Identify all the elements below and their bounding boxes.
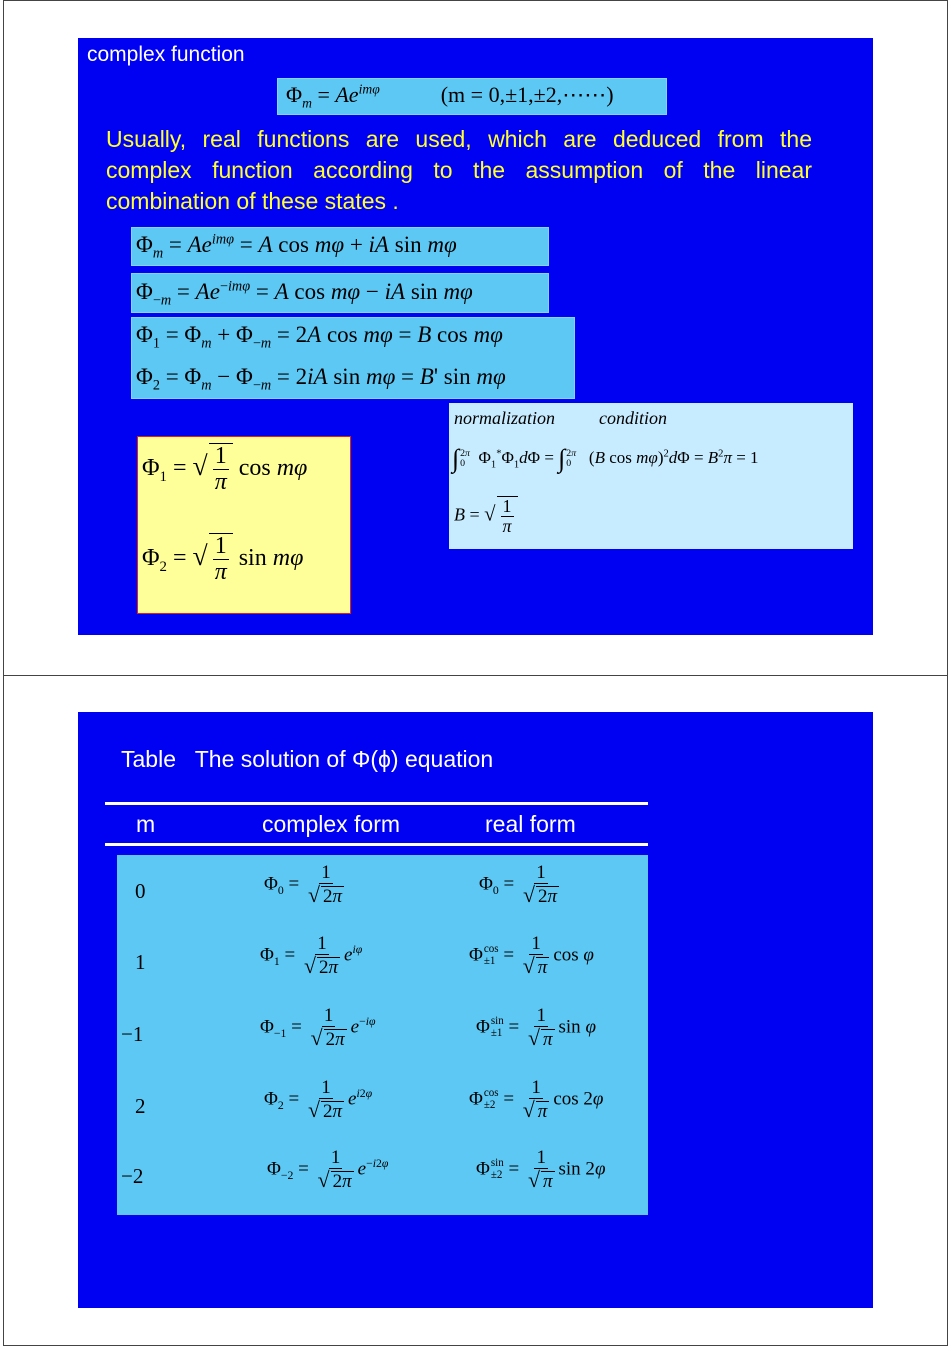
normalization-integral: ∫ 2π 0 $\Phi_1^*\Phi_1d\Phi$ = ∫ 2π 0 (B $\cos m\varphi)^2d\Phi = B^2\pi = 1$	[452, 444, 759, 473]
row-0-complex: $\Phi_0$ = $\frac{1}{√ 2\pi}$	[264, 862, 343, 907]
col-header-real: real form	[485, 811, 576, 837]
row-0-m: 0	[135, 879, 146, 903]
row-neg2-complex: $\Phi_{-2}$ = $\frac{1}{√ 2\pi}$ $e^{-i2\varphi}$	[267, 1147, 389, 1192]
row-neg1-real: Φ sin ±1 = $\frac{1}{√ \pi}$ sin φ	[476, 1005, 596, 1050]
result-box	[137, 436, 351, 614]
slide-heading: complex function	[87, 43, 245, 66]
complex-function-equation	[277, 78, 667, 115]
eq-phi-1-combination: $\Phi_1 = \Phi_m + \Phi_{-m} = 2A$ cos mφ = B cos mφ	[136, 322, 503, 352]
col-header-m: m	[136, 811, 156, 837]
row-neg1-complex: $\Phi_{-1}$ = $\frac{1}{√ 2\pi}$ $e^{-i\varphi}$	[260, 1005, 376, 1050]
solution-table-body	[117, 855, 648, 1215]
row-neg1-m: −1	[121, 1022, 144, 1046]
table-rule-top	[105, 802, 648, 805]
normalization-B: B = √ $\frac{1}{\pi}$	[454, 496, 518, 536]
row-0-real: $\Phi_0$ = $\frac{1}{√ 2\pi}$	[479, 862, 558, 907]
eq-phi-m-box	[131, 227, 549, 266]
row-1-m: 1	[135, 950, 146, 974]
row-2-complex: $\Phi_2$ = $\frac{1}{√ 2\pi}$ $e^{i2\varphi}$	[264, 1077, 373, 1122]
eq-phi-m: $\Phi_m = Ae^{im\varphi} = A$ cos mφ + iA sin mφ	[136, 231, 457, 262]
row-1-complex: $\Phi_1$ = $\frac{1}{√ 2\pi}$ $e^{i\varphi}$	[260, 933, 363, 978]
eq-complex-range: (m = 0,±1,±2,⋯⋯)	[440, 82, 614, 107]
table-rule-header	[105, 843, 648, 846]
normalization-box	[449, 403, 853, 549]
slide-2	[78, 712, 873, 1308]
col-header-complex: complex form	[262, 811, 401, 837]
row-neg2-real: Φ sin ±2 = $\frac{1}{√ \pi}$ sin 2φ	[476, 1147, 606, 1192]
normalization-title: normalization condition	[454, 408, 668, 428]
row-neg2-m: −2	[121, 1164, 144, 1188]
result-phi-1: $\Phi_1$ = √ $\frac{1}{\pi}$ cos mφ	[142, 443, 308, 496]
row-1-real: Φ cos ±1 = $\frac{1}{√ \pi}$ cos φ	[469, 933, 594, 978]
eq-phi-2-combination: $\Phi_2 = \Phi_m - \Phi_{-m} = 2iA$ sin mφ = B' sin mφ	[136, 364, 506, 394]
eq-phi-neg-m: $\Phi_{-m} = Ae^{-im\varphi} = A$ cos mφ − iA sin mφ	[136, 278, 473, 309]
slide-1	[78, 38, 873, 635]
row-2-m: 2	[135, 1094, 146, 1118]
explanation-paragraph: Usually, real functions are used, which are deduced from the complex function according to the assumption of the linear combination of these states .	[106, 126, 812, 214]
result-phi-2: $\Phi_2$ = √ $\frac{1}{\pi}$ sin mφ	[142, 533, 304, 586]
eq-phi-neg-m-box	[131, 273, 549, 313]
eq-complex-display: $\Phi_m = Ae^{im\varphi}$	[286, 81, 380, 111]
table-caption: Table The solution of Φ(ϕ) equation	[121, 746, 494, 772]
row-2-real: Φ cos ±2 = $\frac{1}{√ \pi}$ cos 2φ	[469, 1077, 604, 1122]
eq-linear-combination-box	[131, 317, 575, 399]
